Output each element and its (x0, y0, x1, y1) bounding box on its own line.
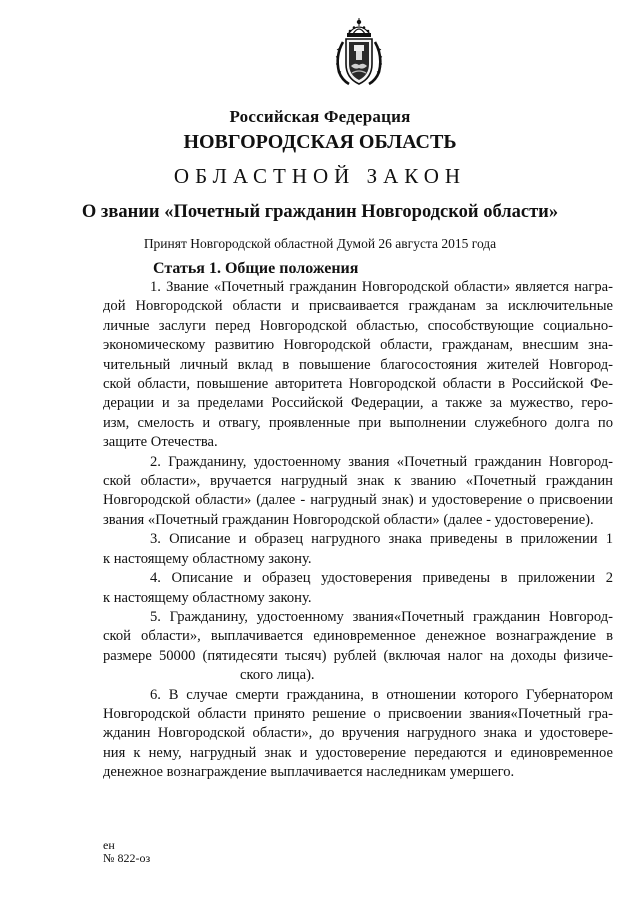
text-line: 3. Описание и образец нагрудного знака приведены в приложении 1 (150, 531, 613, 548)
text-line: 4. Описание и образец удостоверения приведены в приложении 2 (150, 570, 613, 587)
law-title: О звании «Почетный гражданин Новгородской области» (81, 202, 559, 222)
executor-initials: ен (103, 838, 115, 852)
region-name: НОВГОРОДСКАЯ ОБЛАСТЬ (183, 131, 457, 153)
text-line: размере 50000 (пятидесяти тысяч) рублей (включая налог на доходы физиче- (103, 647, 613, 664)
text-line: звания «Почетный гражданин Новгородской области» (далее - удостоверение). (103, 511, 594, 528)
text-line: 6. В случае смерти гражданина, в отношении которого Губернатором (150, 686, 613, 703)
text-line: чительный личный вклад в повышение благосостояния жителей Новгород- (103, 356, 613, 373)
document-number: № 822-оз (103, 851, 151, 865)
text-line: изм, смелость и отвагу, проявленные при выполнении служебного долга по (103, 414, 613, 431)
text-line: к настоящему областному закону. (103, 550, 312, 567)
text-line: ния к нему, нагрудный знак и удостоверение передаются и единовременное (103, 744, 613, 761)
text-line: ской области, повышение авторитета Новгородской области в Российской Фе- (103, 376, 613, 393)
text-line: 2. Гражданину, удостоенному звания «Почетный гражданин Новгород- (150, 453, 613, 470)
text-line: к настоящему областному закону. (103, 589, 312, 606)
adoption-note: Принят Новгородской областной Думой 26 августа 2015 года (143, 236, 497, 251)
text-line: жданин Новгородской области», до вручения нагрудного знака и удостовере- (103, 725, 613, 742)
text-line: ского лица). (240, 667, 315, 684)
text-line: ской области», вручается нагрудный знак к званию «Почетный гражданин (103, 473, 613, 490)
text-line: Новгородской области» (далее - нагрудный знак) и удостоверение о присвоении (103, 492, 613, 509)
text-line: денежное вознаграждение выплачивается наследникам умершего. (103, 764, 515, 781)
text-line: 1. Звание «Почетный гражданин Новгородской области» является награ- (150, 279, 613, 295)
coat-of-arms-icon (332, 18, 386, 88)
text-line: ской области», выплачивается единовременное денежное вознаграждение в (103, 628, 613, 645)
country-name: Российская Федерация (229, 107, 411, 126)
article-body (103, 278, 613, 783)
document-footer (103, 839, 150, 865)
text-line: 5. Гражданину, удостоенному звания«Почетный гражданин Новгород- (150, 608, 613, 625)
article-heading: Статья 1. Общие положения (153, 260, 359, 277)
text-line: личные заслуги перед Новгородской областью, способствующие социально- (103, 317, 613, 334)
text-line: дой Новгородской области и присваивается гражданам за исключительные (103, 298, 613, 315)
text-line: дерации и за пределами Российской Федерации, а также за мужество, геро- (103, 395, 613, 412)
text-line: экономическому развитию Новгородской области, гражданам, внесшим зна- (103, 337, 613, 354)
document-type: ОБЛАСТНОЙ ЗАКОН (173, 164, 467, 188)
text-line: защите Отечества. (103, 434, 218, 451)
text-line: Новгородской области принято решение о присвоении звания«Почетный гра- (103, 705, 613, 722)
